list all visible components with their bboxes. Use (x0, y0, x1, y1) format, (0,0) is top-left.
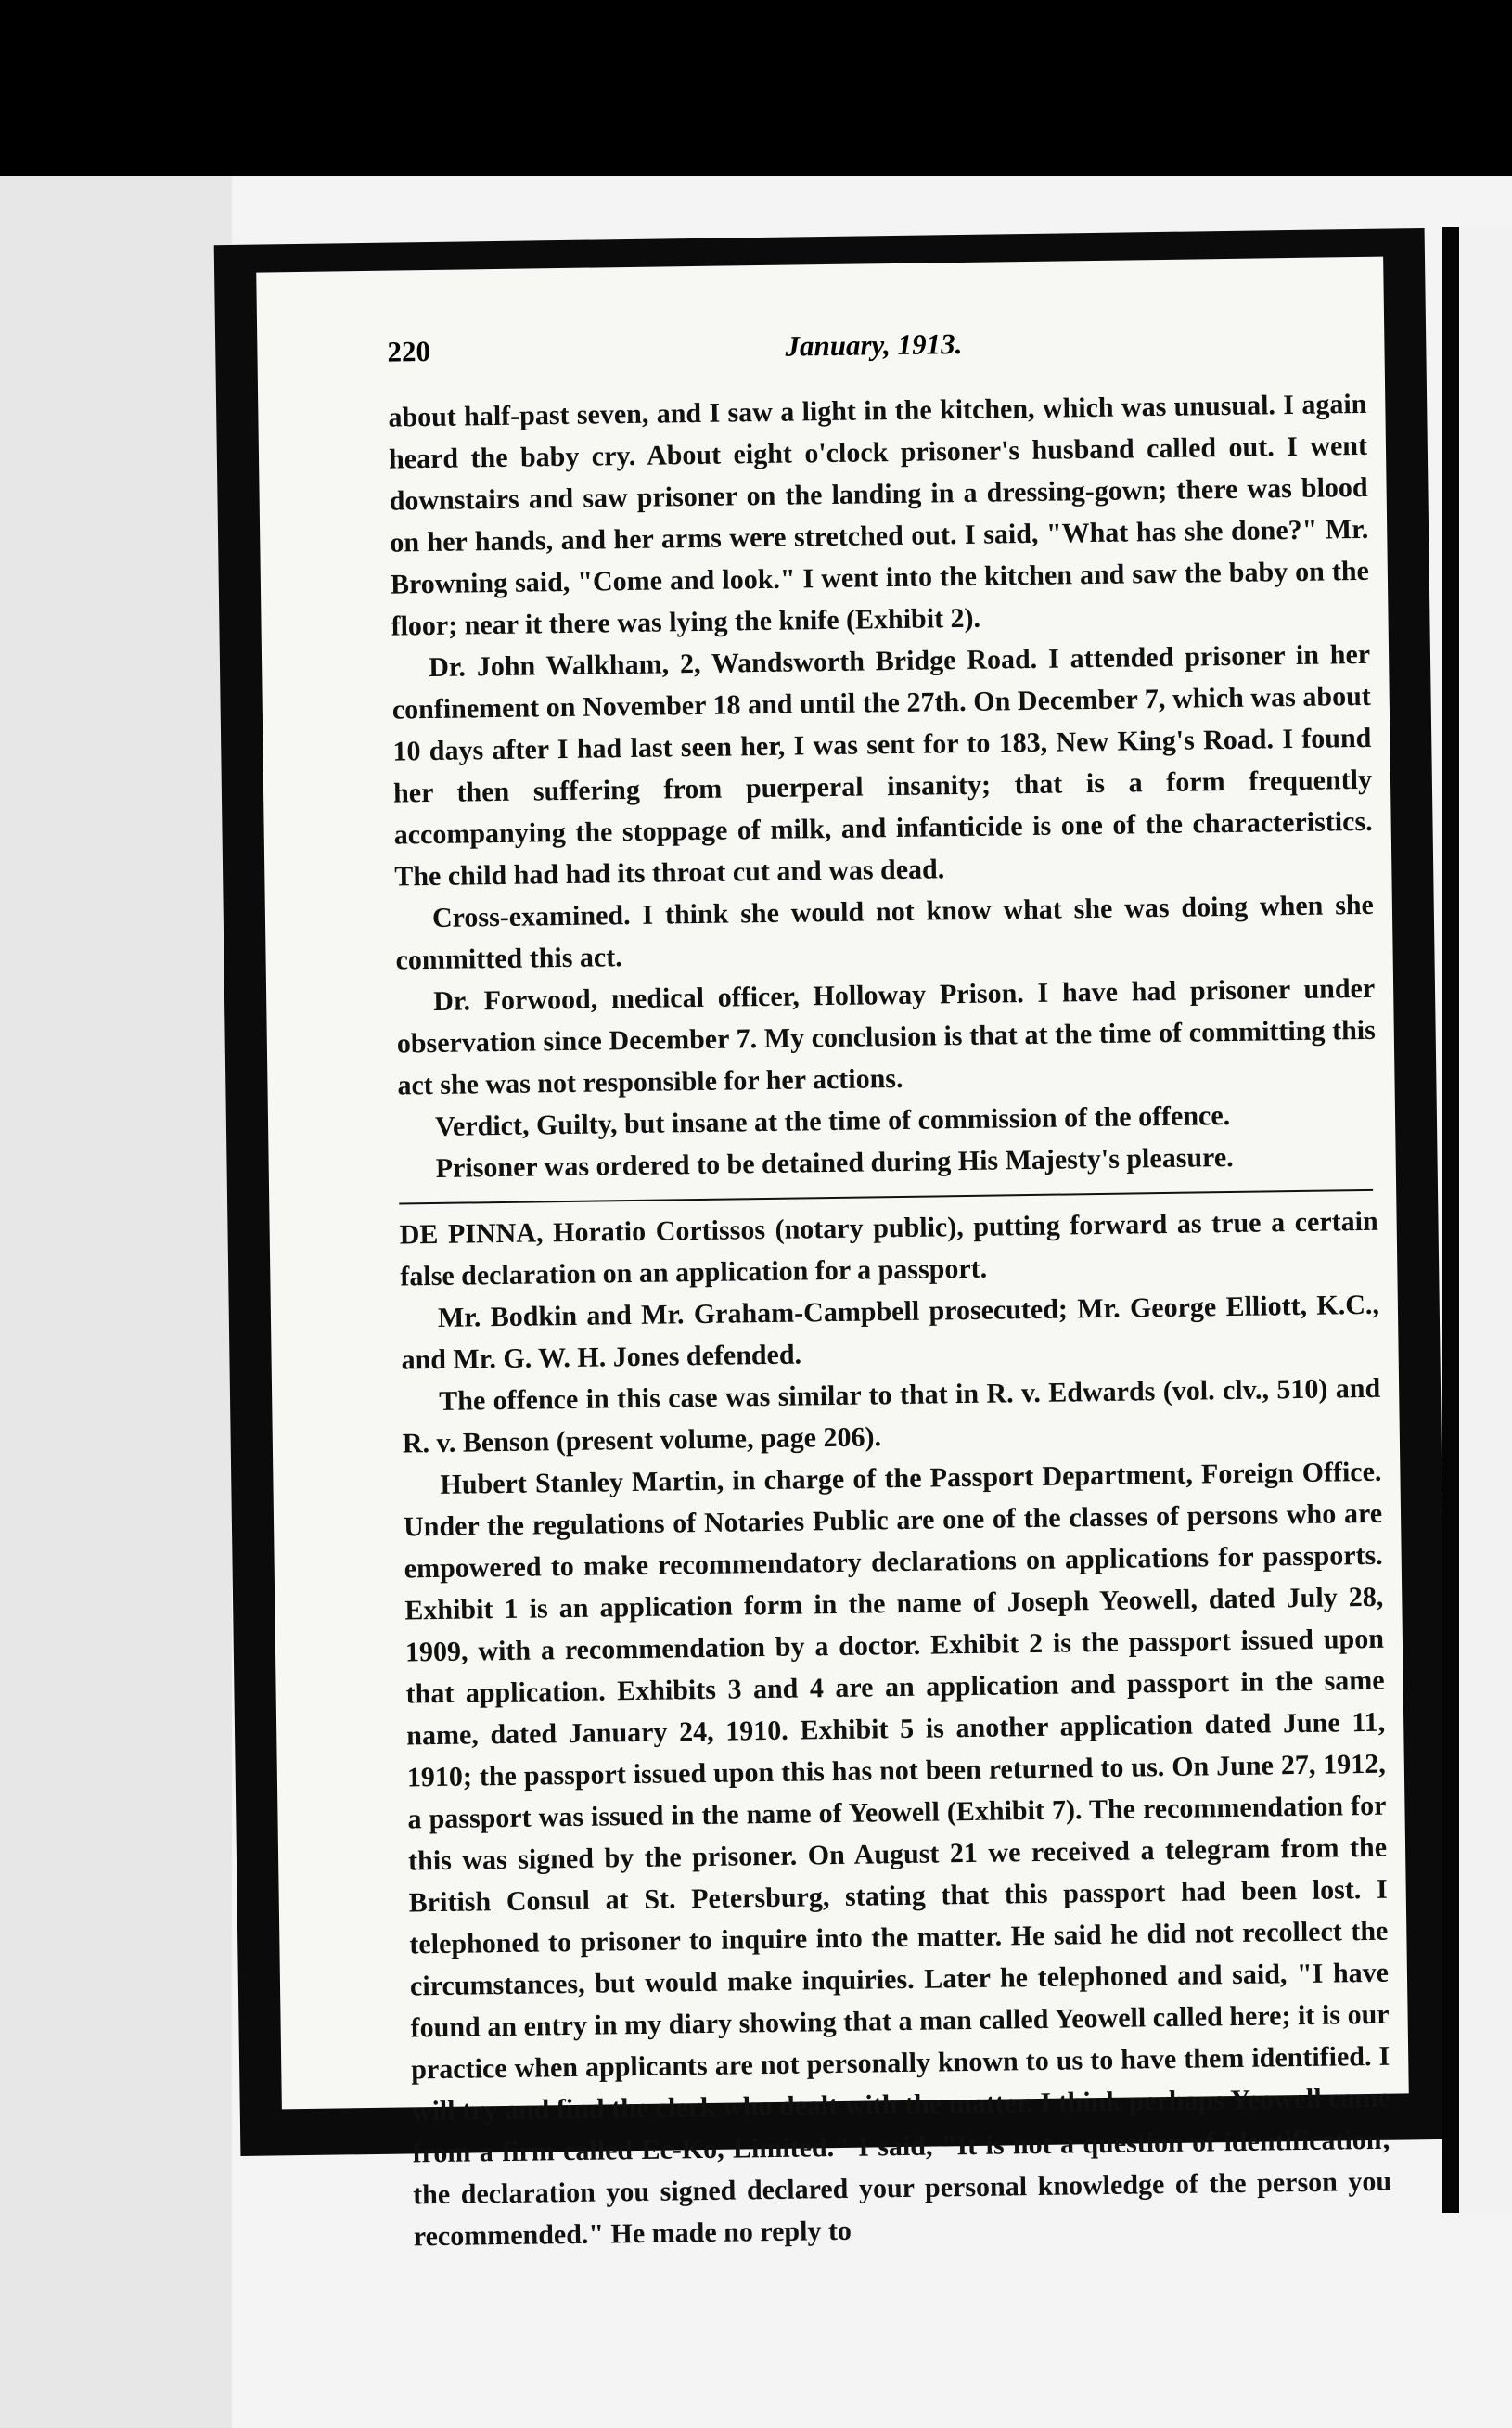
page-header (387, 328, 962, 369)
paragraph: The offence in this case was similar to that in R. v. Edwards (vol. clv., 510) and R. v. Benson (present volume, page 206). (402, 1372, 1381, 1459)
paragraph: Verdict, Guilty, but insane at the time of commission of the offence. (434, 1100, 1231, 1142)
running-title: January, 1913. (785, 327, 963, 363)
paragraph: Mr. Bodkin and Mr. Graham-Campbell prosecuted; Mr. George Elliott, K.C., and Mr. G. W. H. Jones defended. (401, 1289, 1380, 1376)
document-page (256, 257, 1409, 2253)
paragraph: about half-past seven, and I saw a light in the kitchen, which was unusual. I again heard the baby cry. About eight o'clock prisoner's husband called out. I went downstairs and saw prisoner on the landing in a dressing-gown; there was blood on her hands, and her arms were stretched out. I said, "What has she done?" Mr. Browning said, "Come and look." I went into the kitchen and saw the baby on the floor; near it there was lying the knife (Exhibit 2). (388, 388, 1370, 642)
paragraph: Prisoner was ordered to be detained during His Majesty's pleasure. (435, 1141, 1234, 1184)
paragraph: Dr. John Walkham, 2, Wandsworth Bridge Road. I attended prisoner in her confinement on November 18 and until the 27th. On December 7, which was about 10 days after I had last seen her, I was sent for to 183, New King's Road. I found her then suffering from puerperal insanity; that is a form frequently accompanying the stoppage of milk, and infanticide is one of the characteristics. The child had had its throat cut and was dead. (391, 638, 1373, 893)
section-1 (388, 383, 1377, 1190)
paragraph: Hubert Stanley Martin, in charge of the Passport Department, Foreign Office. Under the regulations of Notaries Public are one of the classes of persons who are empowered to make recommendatory declarations on applications for passports. Exhibit 1 is an application form in the name of Joseph Yeowell, dated July 28, 1909, with a recommendation by a doctor. Exhibit 2 is the passport issued upon that application. Exhibits 3 and 4 are an application and passport in the same name, dated January 24, 1910. Exhibit 5 is another application dated June 11, 1910; the passport issued upon this has not been returned to us. On June 27, 1912, a passport was issued in the name of Yeowell (Exhibit 7). The recommendation for this was signed by the prisoner. On August 21 we received a telegram from the British Consul at St. Petersburg, stating that this passport had been lost. I telephoned to prisoner to inquire into the matter. He said he did not recollect the circumstances, but would make inquiries. Later he telephoned and said, "I have found an entry in my diary showing that a man called Yeowell called here; it is our practice when applicants are not personally known to us to have them identified. I will try and find the clerk who dealt with the matter. I think perhaps Yeowell came from a firm called Ec-Ko, Limited." I said, "It is not a question of identification; the declaration you signed declared your personal knowledge of the person you recommended." He made no reply to (403, 1456, 1392, 2253)
paragraph: Dr. Forwood, medical officer, Holloway Prison. I have had prisoner under observation since December 7. My conclusion is that at the time of committing this act she was not responsible for her actions. (396, 972, 1376, 1101)
page-number: 220 (387, 334, 431, 368)
top-black-band (0, 0, 1512, 176)
paragraph: Cross-examined. I think she would not know what she was doing when she committed this act. (395, 889, 1375, 976)
case-heading: DE PINNA, Horatio Cortissos (notary public), putting forward as true a certain false declaration on an application for a passport. (399, 1205, 1378, 1292)
section-2 (399, 1201, 1392, 2258)
left-gray-margin (0, 176, 232, 2428)
adjacent-page-edge (1442, 227, 1512, 2213)
